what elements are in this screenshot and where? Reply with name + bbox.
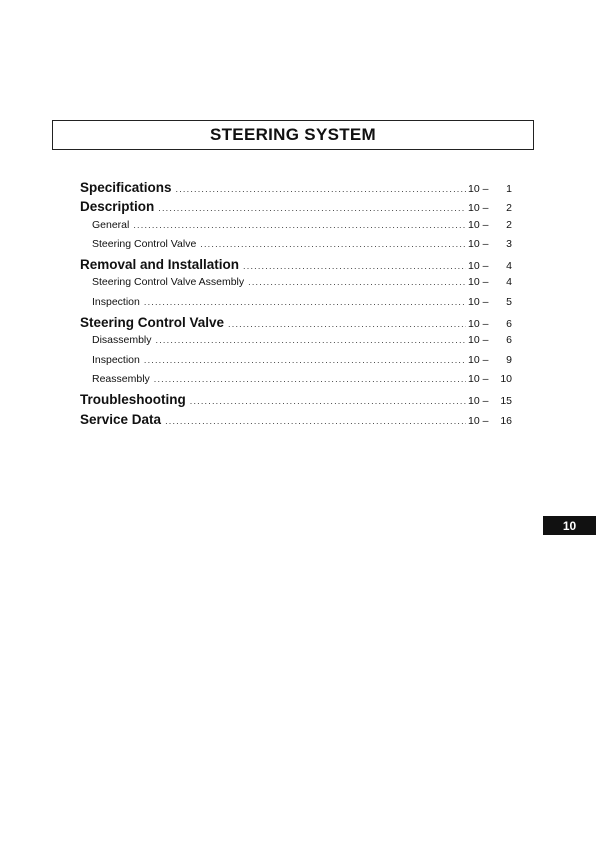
- toc-entry-page: 10 – 16: [468, 414, 512, 427]
- toc-entry-inspection-valve[interactable]: [80, 354, 512, 373]
- leader-dots: [158, 204, 466, 213]
- toc-entry-steering-control-valve-section[interactable]: [80, 315, 512, 334]
- toc-entry-label: Steering Control Valve: [92, 237, 197, 250]
- leader-dots: [165, 417, 466, 426]
- leader-dots: [154, 375, 466, 384]
- toc-entry-label: Inspection: [92, 295, 140, 308]
- toc-entry-page: 10 – 5: [468, 295, 512, 308]
- toc-entry-page: 10 – 6: [468, 318, 512, 331]
- toc-entry-page: 10 – 2: [468, 202, 512, 215]
- leader-dots: [190, 397, 466, 406]
- toc-entry-page: 10 – 15: [468, 395, 512, 408]
- leader-dots: [200, 240, 466, 249]
- toc-entry-specifications[interactable]: [80, 180, 512, 199]
- toc-entry-label: Disassembly: [92, 334, 152, 347]
- toc-entry-page: 10 – 6: [468, 334, 512, 347]
- table-of-contents: [80, 180, 512, 431]
- page-title: STEERING SYSTEM: [209, 125, 377, 144]
- toc-entry-page: 10 – 10: [468, 372, 512, 385]
- toc-entry-service-data[interactable]: [80, 412, 512, 431]
- toc-entry-steering-control-valve[interactable]: [80, 238, 512, 257]
- toc-entry-page: 10 – 9: [468, 353, 512, 366]
- toc-entry-steering-control-valve-assembly[interactable]: [80, 276, 512, 295]
- toc-entry-troubleshooting[interactable]: [80, 392, 512, 411]
- toc-entry-page: 10 – 4: [468, 260, 512, 273]
- toc-entry-label: Reassembly: [92, 372, 150, 385]
- toc-entry-label: Troubleshooting: [80, 392, 186, 408]
- toc-entry-inspection[interactable]: [80, 296, 512, 315]
- title-box: [52, 120, 534, 150]
- toc-entry-general[interactable]: [80, 219, 512, 238]
- toc-entry-label: Steering Control Valve Assembly: [92, 276, 245, 289]
- chapter-tab-label: 10: [562, 518, 577, 533]
- leader-dots: [176, 185, 466, 194]
- leader-dots: [144, 298, 466, 307]
- toc-entry-label: Specifications: [80, 180, 172, 195]
- toc-entry-label: Description: [80, 199, 155, 215]
- toc-entry-disassembly[interactable]: [80, 334, 512, 353]
- toc-entry-description[interactable]: [80, 199, 512, 218]
- leader-dots: [228, 320, 466, 329]
- leader-dots: [133, 221, 466, 230]
- leader-dots: [144, 356, 466, 365]
- leader-dots: [156, 336, 466, 345]
- toc-entry-page: 10 – 3: [468, 237, 512, 250]
- leader-dots: [243, 262, 466, 271]
- toc-entry-page: 10 – 1: [468, 183, 512, 195]
- toc-entry-label: Steering Control Valve: [80, 315, 225, 331]
- toc-entry-label: General: [92, 218, 130, 231]
- toc-entry-page: 10 – 4: [468, 276, 512, 289]
- leader-dots: [248, 278, 466, 287]
- toc-entry-removal-and-installation[interactable]: [80, 257, 512, 276]
- toc-entry-reassembly[interactable]: [80, 373, 512, 392]
- toc-entry-label: Inspection: [92, 353, 140, 366]
- toc-entry-label: Service Data: [80, 411, 162, 427]
- chapter-tab: [543, 516, 596, 535]
- toc-entry-page: 10 – 2: [468, 218, 512, 231]
- toc-entry-label: Removal and Installation: [80, 257, 240, 273]
